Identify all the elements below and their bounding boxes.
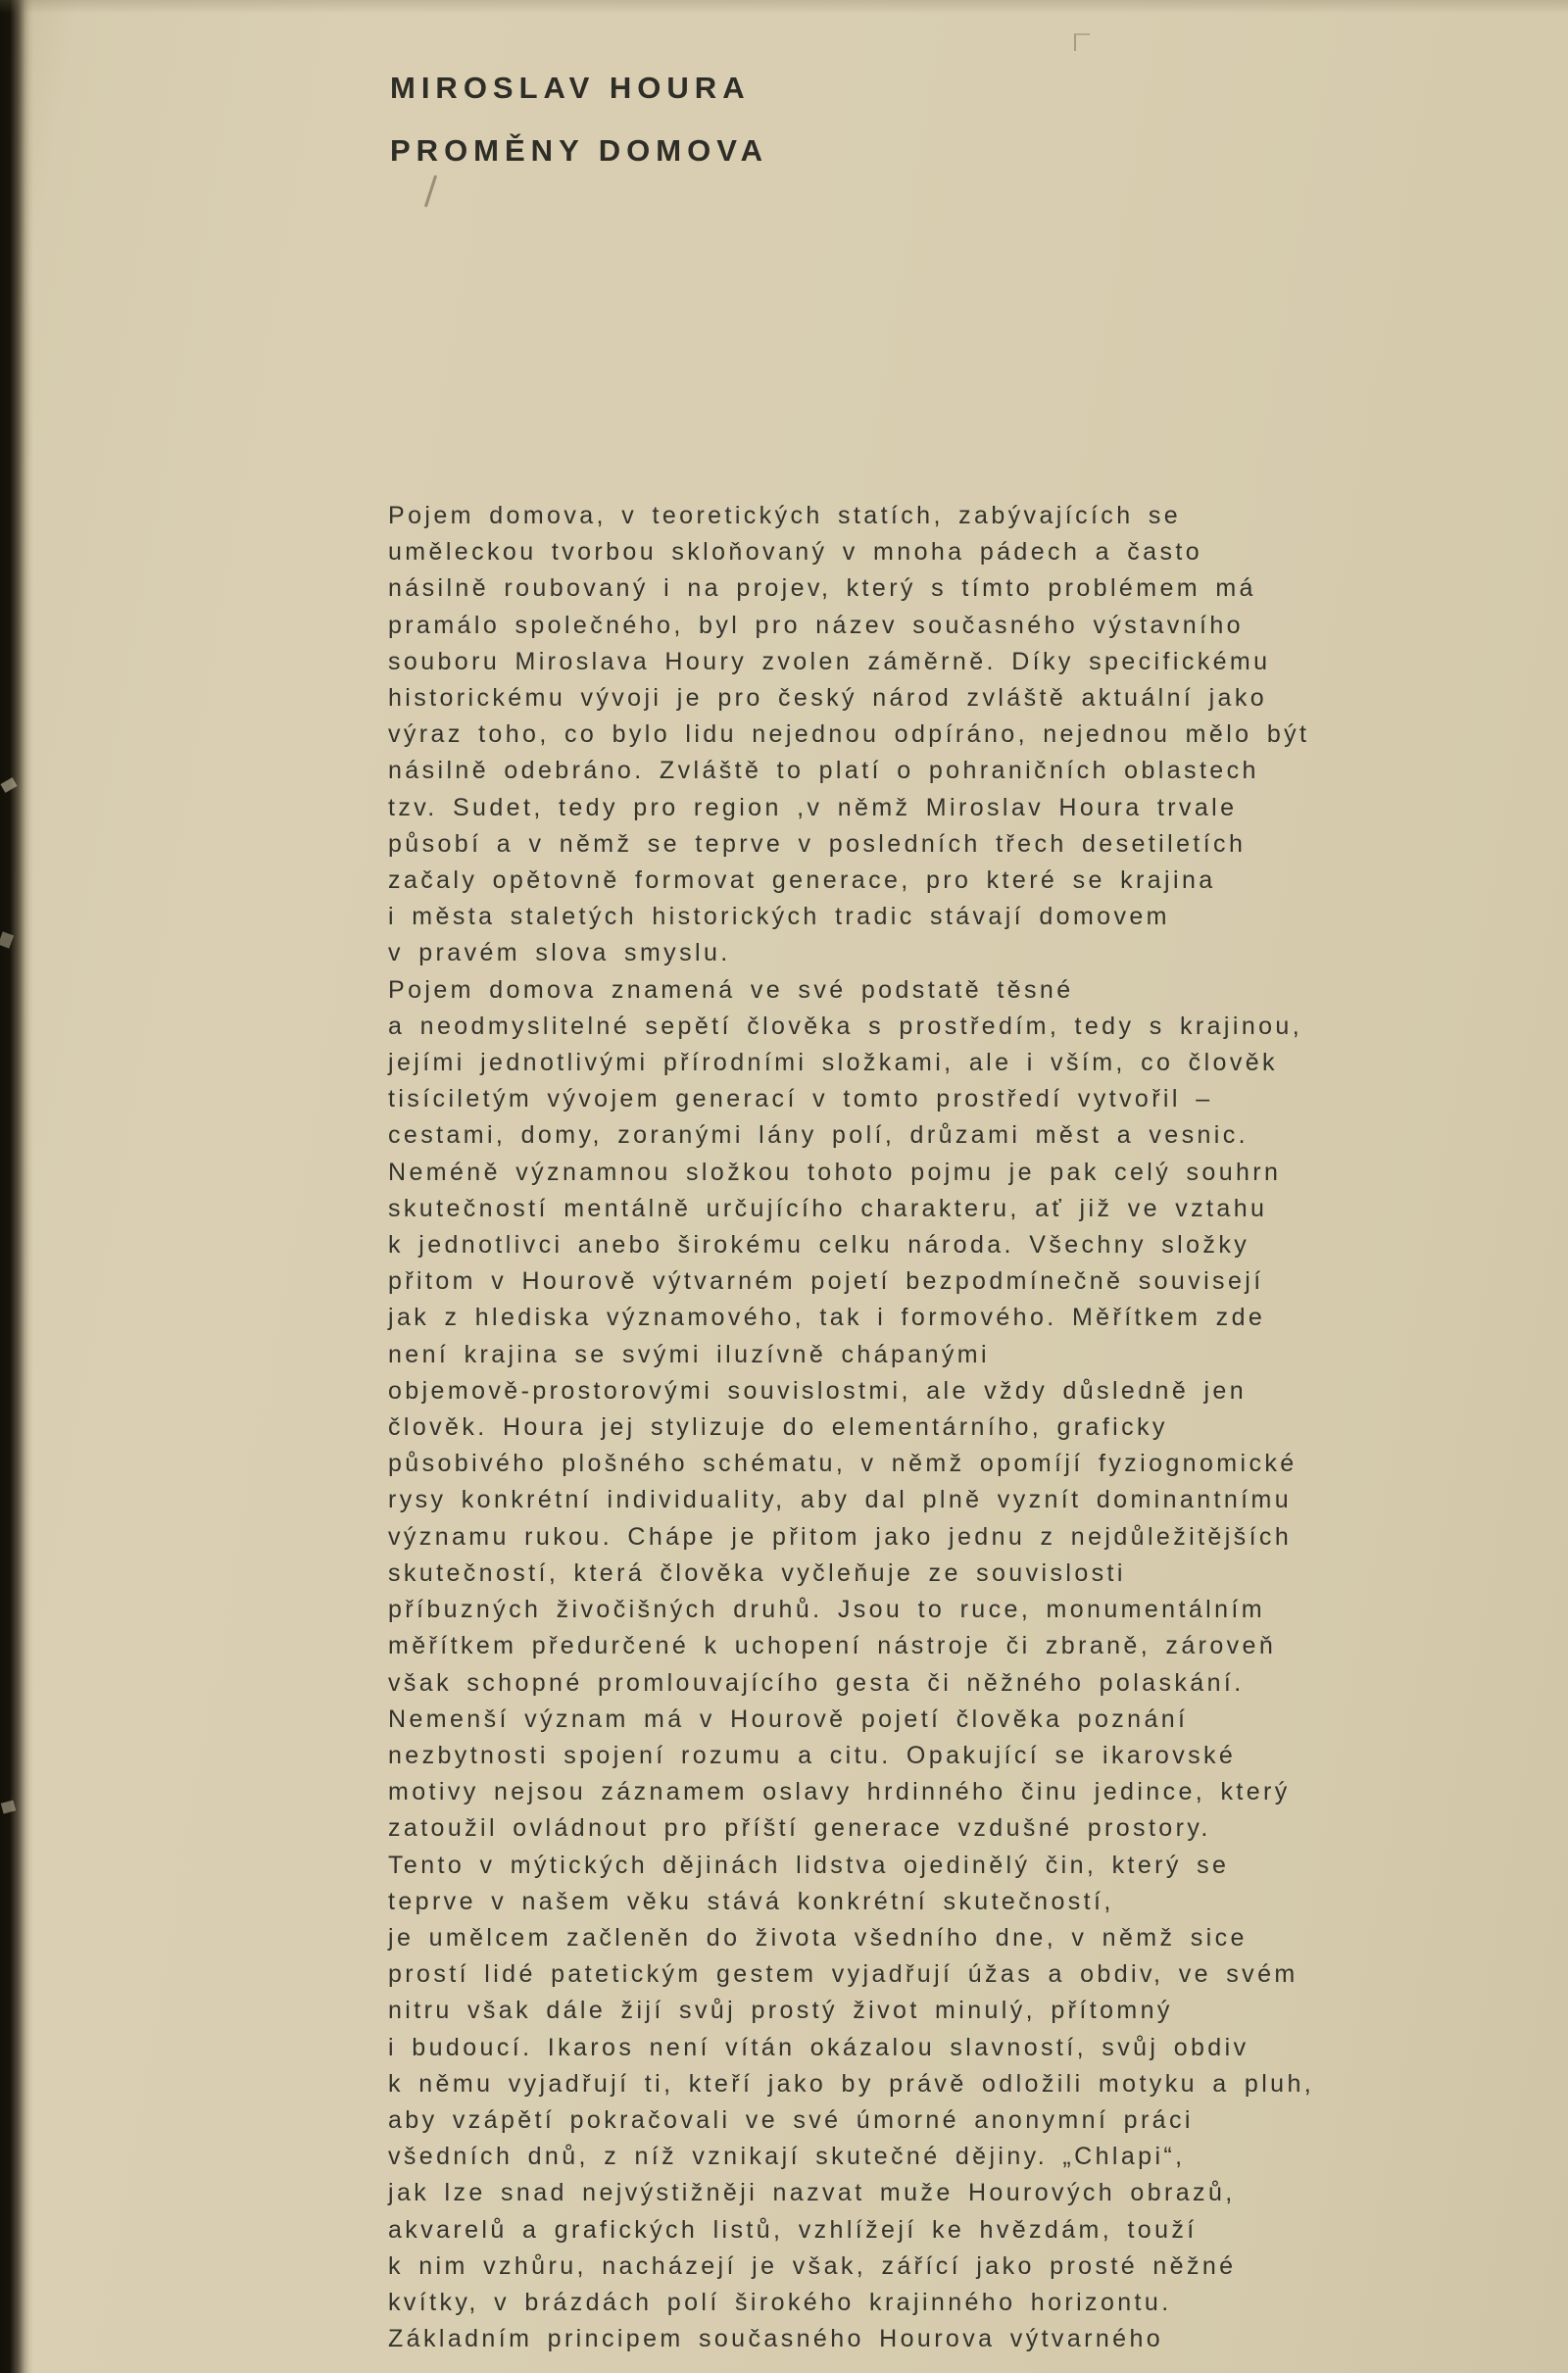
text-line: přitom v Hourově výtvarném pojetí bezpodmínečně souvisejí <box>388 1267 1264 1296</box>
text-line: cestami, domy, zoranými lány polí, drůzami měst a vesnic. <box>388 1121 1250 1150</box>
text-line: měřítkem předurčené k uchopení nástroje či zbraně, zároveň <box>388 1632 1277 1660</box>
text-line: i města staletých historických tradic stávají domovem <box>388 903 1170 931</box>
scan-artifact-corner-mark <box>1074 33 1090 51</box>
scan-gutter-edge <box>0 0 33 2373</box>
text-line: zatoužil ovládnout pro příští generace vzdušné prostory. <box>388 1814 1211 1843</box>
text-line: tisíciletým vývojem generací v tomto prostředí vytvořil – <box>388 1085 1213 1113</box>
scan-top-shade <box>0 0 1568 14</box>
text-line: uměleckou tvorbou skloňovaný v mnoha pádech a často <box>388 538 1202 567</box>
text-line: násilně roubovaný i na projev, který s tímto problémem má <box>388 574 1256 603</box>
text-line: významu rukou. Chápe je přitom jako jednu z nejdůležitějších <box>388 1522 1293 1551</box>
text-line: Pojem domova, v teoretických statích, zabývajících se <box>388 502 1182 529</box>
text-line: skutečností, která člověka vyčleňuje ze souvislosti <box>388 1558 1126 1587</box>
text-line: v pravém slova smyslu. <box>388 939 731 967</box>
text-line: teprve v našem věku stává konkrétní skutečností, <box>388 1887 1114 1915</box>
text-line: všedních dnů, z níž vznikají skutečné dějiny. „Chlapi“, <box>388 2143 1186 2171</box>
text-line: k nim vzhůru, nacházejí je však, zářící jako prosté něžné <box>388 2251 1237 2280</box>
text-line: jejími jednotlivými přírodními složkami, ale i vším, co člověk <box>388 1049 1278 1077</box>
text-line: i budoucí. Ikaros není vítán okázalou slavností, svůj obdiv <box>388 2033 1250 2061</box>
text-line: Tento v mýtických dějinách lidstva ojedinělý čin, který se <box>388 1851 1230 1879</box>
text-line: je umělcem začleněn do života všedního dne, v němž sice <box>388 1923 1248 1952</box>
text-line: jak z hlediska významového, tak i formového. Měřítkem zde <box>388 1304 1266 1332</box>
body-text <box>388 498 1476 2357</box>
text-line: akvarelů a grafických listů, vzhlížejí ke hvězdám, touží <box>388 2215 1198 2244</box>
text-line: člověk. Houra jej stylizuje do elementárního, graficky <box>388 1413 1168 1442</box>
text-line: prostí lidé patetickým gestem vyjadřují úžas a obdiv, ve svém <box>388 1960 1298 1989</box>
text-line: souboru Miroslava Houry zvolen záměrně. Díky specifickému <box>388 647 1271 675</box>
page-title <box>390 57 768 182</box>
text-line: kvítky, v brázdách polí širokého krajinného horizontu. <box>388 2288 1172 2316</box>
text-line: objemově-prostorovými souvislostmi, ale vždy důsledně jen <box>388 1376 1248 1405</box>
text-line: začaly opětovně formovat generace, pro které se krajina <box>388 866 1216 895</box>
text-line: výraz toho, co bylo lidu nejednou odpíráno, nejednou mělo být <box>388 720 1310 749</box>
text-line: příbuzných živočišných druhů. Jsou to ruce, monumentálním <box>388 1596 1265 1624</box>
text-line: působivého plošného schématu, v němž opomíjí fyziognomické <box>388 1450 1298 1478</box>
text-line: nezbytnosti spojení rozumu a citu. Opakující se ikarovské <box>388 1741 1237 1769</box>
text-line: Základním principem současného Hourova výtvarného <box>388 2325 1164 2353</box>
text-line: motivy nejsou záznamem oslavy hrdinného činu jedince, který <box>388 1778 1291 1806</box>
text-line: však schopné promlouvajícího gesta či něžného polaskání. <box>388 1668 1245 1697</box>
text-line: k němu vyjadřují ti, kteří jako by právě odložili motyku a pluh, <box>388 2069 1315 2098</box>
text-line: Pojem domova znamená ve své podstatě těsné <box>388 975 1074 1004</box>
text-line: jak lze snad nejvýstižněji nazvat muže Hourových obrazů, <box>388 2179 1236 2207</box>
text-line: Neméně významnou složkou tohoto pojmu je pak celý souhrn <box>388 1158 1282 1186</box>
work-title: PROMĚNY DOMOVA <box>390 133 768 168</box>
text-line: Nemenší význam má v Hourově pojetí člověka poznání <box>388 1705 1189 1733</box>
text-line: aby vzápětí pokračovali ve své úmorné anonymní práci <box>388 2105 1194 2134</box>
text-line: působí a v němž se teprve v posledních třech desetiletích <box>388 829 1247 858</box>
author-name: MIROSLAV HOURA <box>390 71 751 105</box>
text-line: není krajina se svými iluzívně chápanými <box>388 1340 990 1368</box>
text-line: historickému vývoji je pro český národ zvláště aktuální jako <box>388 684 1268 713</box>
text-line: násilně odebráno. Zvláště to platí o pohraničních oblastech <box>388 757 1259 785</box>
text-line: tzv. Sudet, tedy pro region ,v němž Miroslav Houra trvale <box>388 793 1238 821</box>
text-line: a neodmyslitelné sepětí člověka s prostředím, tedy s krajinou, <box>388 1012 1303 1040</box>
text-line: skutečností mentálně určujícího charakteru, ať již ve vztahu <box>388 1194 1268 1222</box>
text-line: rysy konkrétní individuality, aby dal plně vyznít dominantnímu <box>388 1486 1293 1514</box>
text-line: pramálo společného, byl pro název současného výstavního <box>388 611 1244 639</box>
text-line: k jednotlivci anebo širokému celku národa. Všechny složky <box>388 1231 1250 1260</box>
text-line: nitru však dále žijí svůj prostý život minulý, přítomný <box>388 1997 1173 2025</box>
